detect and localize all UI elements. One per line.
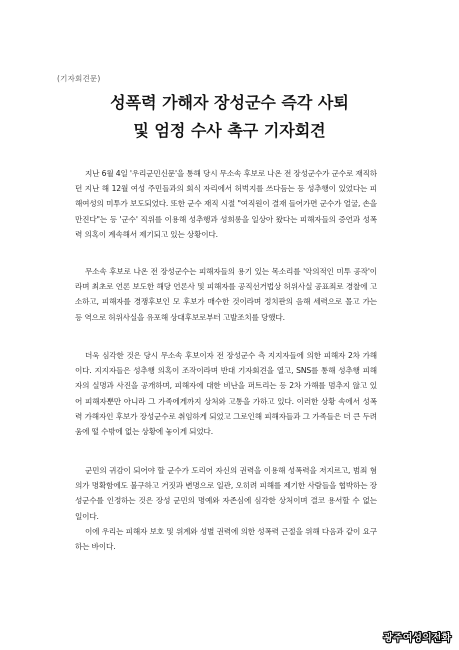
title-line-2: 및 엄정 수사 촉구 기자회견 (133, 121, 326, 140)
title-line-1: 성폭력 가해자 장성군수 즉각 사퇴 (110, 93, 349, 112)
paragraph-3: 더욱 심각한 것은 당시 무소속 후보이자 전 장성군수 측 지지자들에 의한 피해자 2차 가해이다. 지지자들은 성추행 의혹이 조작이라며 반대 기자회견을 열고, SNS를 통해 성추행 피해자의 실명과 사진을 공개하며, 피해자에 대한 비난을 퍼트리는 등 2차 가해를 멈추지 않고 있어 피해자뿐만 아니라 그 가족에게까지 상처와 고통을 가하고 있다. 이러한 상황 속에서 성폭력 가해자인 후보가 장성군수로 취임하게 되었고 그로인해 피해자들과 그 가족들은 더 큰 두려움에 떨 수밖에 없는 상황에 놓이게 되었다. (75, 351, 377, 437)
document-type-label: (기자회견문) (57, 74, 101, 83)
paragraph-5: 이에 우리는 피해자 보호 및 위계와 성별 권력에 의한 성폭력 근절을 위해 다음과 같이 요구하는 바이다. (75, 527, 377, 552)
paragraph-4: 군민의 귀감이 되어야 할 군수가 도리어 자신의 권력을 이용해 성폭력을 저지르고, 범죄 혐의가 명확함에도 불구하고 거짓과 변명으로 일관, 오히려 피해를 제기한 사람들을 협박하는 장성군수를 인정하는 것은 장성 군민의 명예와 자존심에 심각한 상처이며 결코 용서할 수 없는 일이다. (75, 466, 377, 521)
organization-watermark: 광주여성의전화 (383, 633, 451, 644)
paragraph-2: 무소속 후보로 나온 전 장성군수는 피해자들의 용기 있는 목소리를 '악의적인 미투 공작'이라며 최초로 언론 보도한 해당 언론사 및 피해자를 공직선거법상 허위사실 공표죄로 경찰에 고소하고, 피해자를 경쟁후보인 모 후보가 매수한 것이라며 정치판의 음해 세력으로 몰고 가는 등 역으로 허위사실을 유포해 상대후보로부터 고발조치를 당했다. (75, 267, 377, 322)
paragraph-1: 지난 6월 4일 '우리군민신문'을 통해 당시 무소속 후보로 나온 전 장성군수가 군수로 재직하던 지난 해 12월 여성 주민들과의 회식 자리에서 허벅지를 쓰다듬는 등 성추행이 있었다는 피해여성의 미투가 보도되었다. 또한 군수 재직 시절 "여직원이 결재 들어가면 군수가 얼굴, 손을 만진다"는 등 '군수' 직위를 이용해 성추행과 성희롱을 일상아 왔다는 피해자들의 증언과 성폭력 의혹이 계속해서 제기되고 있는 상황이다. (75, 169, 377, 239)
